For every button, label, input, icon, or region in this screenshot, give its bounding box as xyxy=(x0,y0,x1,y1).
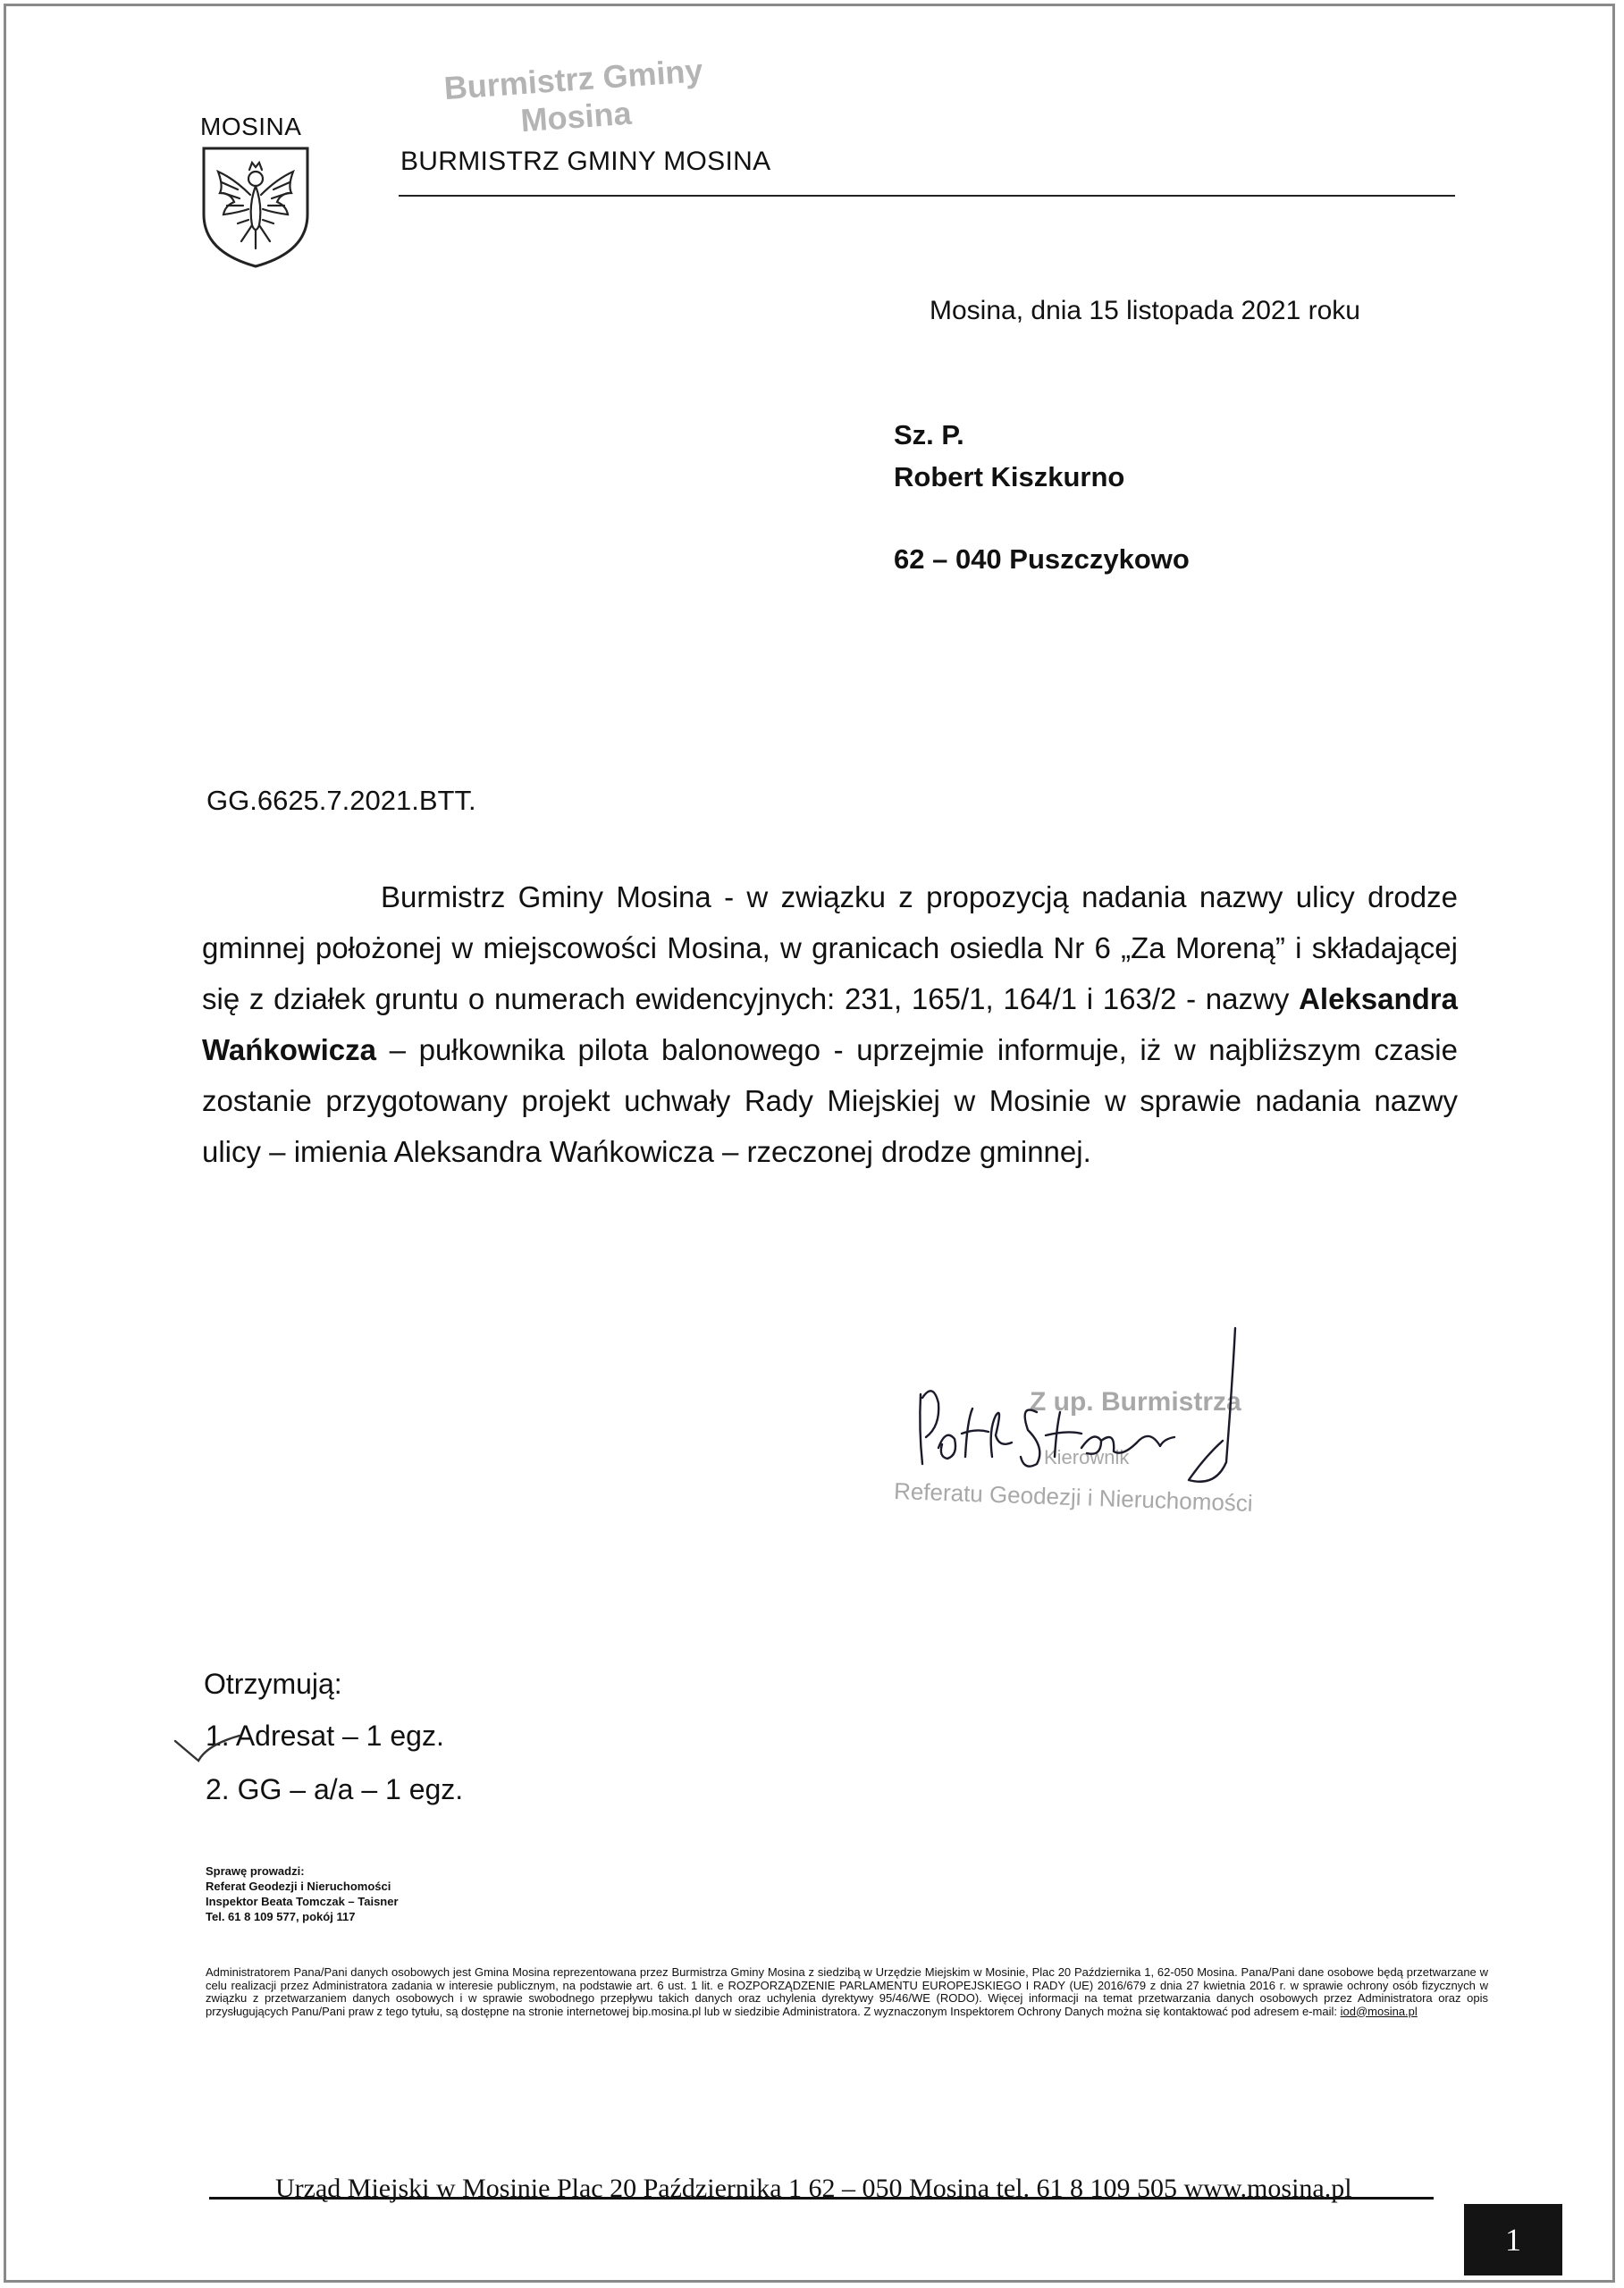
data-protection-notice xyxy=(206,1966,1488,2018)
footer-divider xyxy=(209,2197,1434,2200)
signature-stamp-line2: Kierownik xyxy=(1044,1446,1130,1468)
letterhead-title: BURMISTRZ GMINY MOSINA xyxy=(400,147,771,176)
addressee-salutation: Sz. P. xyxy=(894,419,964,450)
letter-body xyxy=(202,871,1458,1177)
crest-label: MOSINA xyxy=(200,113,302,140)
date-line: Mosina, dnia 15 listopada 2021 roku xyxy=(930,296,1360,325)
rodo-email-link[interactable]: iod@mosina.pl xyxy=(1340,2004,1418,2018)
handwritten-tick-mark xyxy=(172,1725,252,1770)
footer-address: Urząd Miejski w Mosinie Plac 20 Października 1 62 – 050 Mosina tel. 61 8 109 505 www.mosina.pl xyxy=(275,2174,1352,2203)
addressee-postal: 62 – 040 Puszczykowo xyxy=(894,543,1190,575)
header-stamp-line2: Mosina xyxy=(519,94,633,139)
recipient-item: 2. GG – a/a – 1 egz. xyxy=(206,1773,464,1805)
header-divider xyxy=(399,195,1455,197)
handler-line: Inspektor Beata Tomczak – Taisner xyxy=(206,1895,399,1908)
addressee-name: Robert Kiszkurno xyxy=(894,461,1125,492)
coat-of-arms-eagle-icon xyxy=(198,143,313,270)
page-number: 1 xyxy=(1464,2204,1562,2275)
recipient-item: 1. Adresat – 1 egz. xyxy=(206,1720,444,1752)
body-bold-name: Aleksandra Wańkowicza xyxy=(202,982,1458,1066)
handler-line: Referat Geodezji i Nieruchomości xyxy=(206,1880,391,1893)
rodo-text: Administratorem Pana/Pani danych osobowych jest Gmina Mosina reprezentowana przez Burmistrza Gminy Mosina z siedzibą w Urzędzie Miejskim w Mosinie, Plac 20 Października 1, 62-050 Mosina. Pana/Pani dane osobowe będą przetwarzane w celu realizacji przez Administratora zadania w interesie publicznym, na podstawie art. 6 ust. 1 lit. e ROZPORZĄDZENIE PARLAMENTU EUROPEJSKIEGO I RADY (UE) 2016/679 z dnia 27 kwietnia 2016 r. w sprawie ochrony osób fizycznych w związku z przetwarzaniem danych osobowych i w sprawie swobodnego przepływu takich danych oraz uchylenia dyrektywy 95/46/WE (RODO). Więcej informacji na temat przetwarzania danych osobowych przez Administratora oraz opis przysługujących Panu/Pani praw z tego tytułu, są dostępne na stronie internetowej bip.mosina.pl lub w siedzibie Administratora. Z wyznaczonym Inspektorem Ochrony Danych można się kontaktować pod adresem e-mail: xyxy=(206,1965,1488,2018)
handler-line: Sprawę prowadzi: xyxy=(206,1864,305,1878)
handwritten-signature xyxy=(903,1323,1278,1510)
body-part2: – pułkownika pilota balonowego - uprzejmie informuje, iż w najbliższym czasie zostanie przygotowany projekt uchwały Rady Miejskiej w Mosinie w sprawie nadania nazwy ulicy – imienia Aleksandra Wańkowicza – rzeczonej drodze gminnej. xyxy=(202,1033,1458,1168)
handler-line: Tel. 61 8 109 577, pokój 117 xyxy=(206,1910,356,1923)
recipients-title: Otrzymują: xyxy=(204,1668,342,1700)
header-stamp-line1: Burmistrz Gminy xyxy=(442,51,704,107)
signature-stamp-line1: Z up. Burmistrza xyxy=(1030,1387,1241,1417)
signature-stamp-line3: Referatu Geodezji i Nieruchomości xyxy=(893,1476,1254,1518)
body-part1: Burmistrz Gminy Mosina - w związku z propozycją nadania nazwy ulicy drodze gminnej położonej w miejscowości Mosina, w granicach osiedla Nr 6 „Za Moreną” i składającej się z działek gruntu o numerach ewidencyjnych: 231, 165/1, 164/1 i 163/2 - nazwy xyxy=(202,880,1458,1015)
reference-number: GG.6625.7.2021.BTT. xyxy=(206,785,476,816)
